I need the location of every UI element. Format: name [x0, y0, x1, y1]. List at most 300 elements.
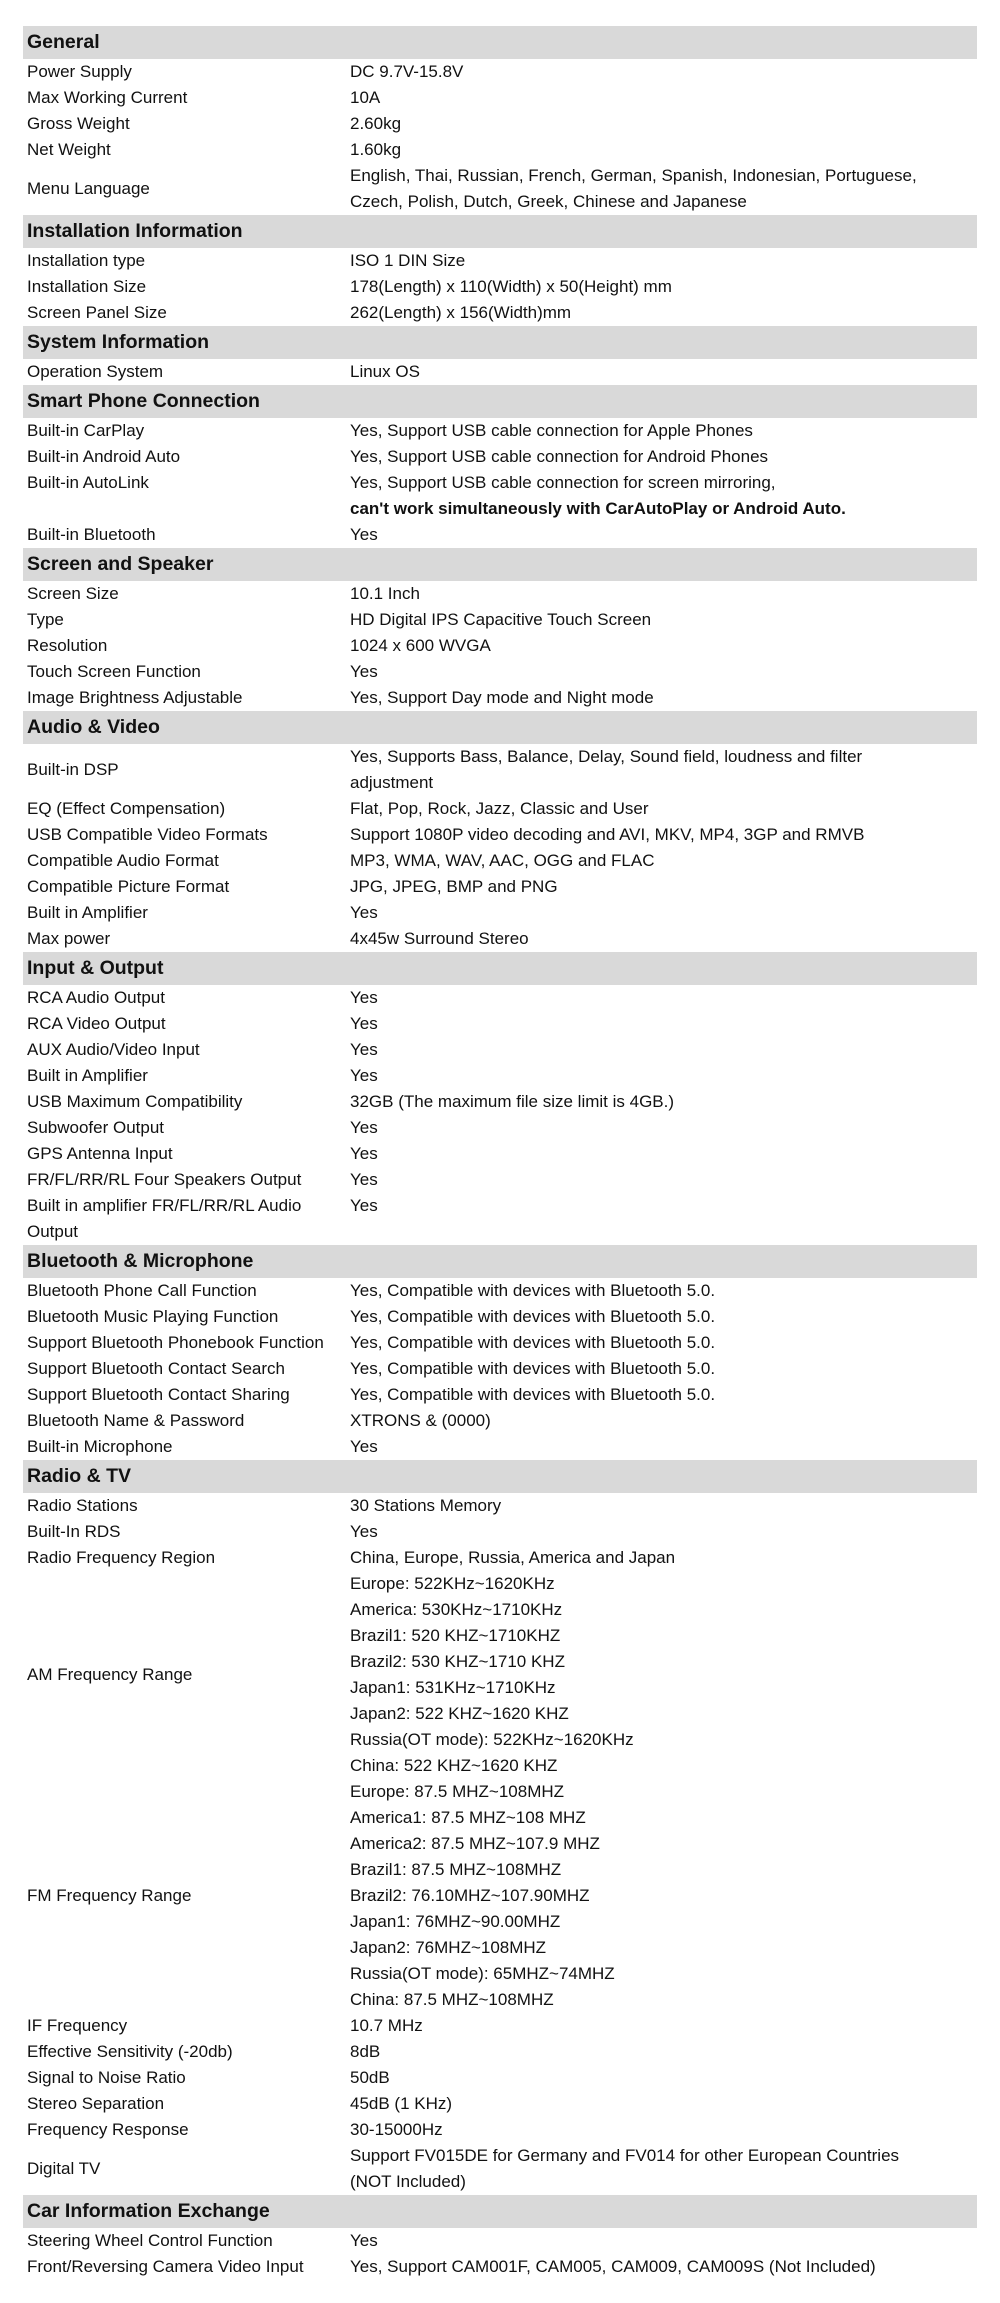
- spec-value: [350, 1011, 977, 1037]
- section-header-installation-information: Installation Information: [23, 215, 977, 248]
- section-header-audio-and-video: Audio & Video: [23, 711, 977, 744]
- spec-value: [350, 470, 977, 522]
- spec-value-line: MP3, WMA, WAV, AAC, OGG and FLAC: [350, 851, 655, 870]
- spec-label-text: Max Working Current: [27, 88, 188, 107]
- spec-row: [23, 1089, 977, 1115]
- spec-label-text: FM Frequency Range: [27, 1886, 192, 1905]
- spec-value-line: Yes: [350, 1196, 378, 1215]
- spec-value-line: 8dB: [350, 2042, 381, 2061]
- spec-row: [23, 248, 977, 274]
- spec-label-text: USB Compatible Video Formats: [27, 825, 268, 844]
- spec-value-line: Yes: [350, 1437, 378, 1456]
- spec-row: [23, 607, 977, 633]
- section-header-bluetooth-and-microphone: Bluetooth & Microphone: [23, 1245, 977, 1278]
- spec-label-text: Menu Language: [27, 179, 150, 198]
- spec-value-line: Czech, Polish, Dutch, Greek, Chinese and Japanese: [350, 192, 747, 211]
- spec-label-text: RCA Video Output: [27, 1014, 166, 1033]
- spec-value: [350, 1330, 977, 1356]
- spec-row: [23, 1278, 977, 1304]
- spec-row: [23, 848, 977, 874]
- spec-row: [23, 2013, 977, 2039]
- spec-row: [23, 444, 977, 470]
- section-header-car-information-exchange: Car Information Exchange: [23, 2195, 977, 2228]
- spec-label: [23, 444, 350, 470]
- spec-row: [23, 1382, 977, 1408]
- spec-label-text: RCA Audio Output: [27, 988, 165, 1007]
- spec-label: [23, 1089, 350, 1115]
- spec-row: [23, 874, 977, 900]
- spec-value-line: Yes: [350, 1522, 378, 1541]
- spec-value: [350, 822, 977, 848]
- spec-label-text: Built-in AutoLink: [27, 473, 149, 492]
- spec-value: [350, 2143, 977, 2195]
- spec-row: [23, 985, 977, 1011]
- spec-label: [23, 685, 350, 711]
- spec-label-text: Touch Screen Function: [27, 662, 201, 681]
- spec-row: [23, 59, 977, 85]
- spec-value: [350, 796, 977, 822]
- spec-label: [23, 1408, 350, 1434]
- spec-label-text: Support Bluetooth Contact Search: [27, 1359, 285, 1378]
- spec-value-line: Support 1080P video decoding and AVI, MKV, MP4, 3GP and RMVB: [350, 825, 865, 844]
- spec-value-line: 10.7 MHz: [350, 2016, 423, 2035]
- spec-label-text: Screen Size: [27, 584, 119, 603]
- spec-row: [23, 633, 977, 659]
- spec-value-line: China: 522 KHZ~1620 KHZ: [350, 1756, 558, 1775]
- spec-label: [23, 2117, 350, 2143]
- spec-row: [23, 1545, 977, 1571]
- spec-value-line: Japan2: 76MHZ~108MHZ: [350, 1938, 547, 1957]
- spec-label: [23, 59, 350, 85]
- spec-row: [23, 1408, 977, 1434]
- spec-label: [23, 2143, 350, 2195]
- spec-label: [23, 1278, 350, 1304]
- spec-value-line: 4x45w Surround Stereo: [350, 929, 529, 948]
- spec-label-text: EQ (Effect Compensation): [27, 799, 226, 818]
- spec-value: [350, 163, 977, 215]
- spec-value-line: Europe: 522KHz~1620KHz: [350, 1574, 555, 1593]
- spec-value-line: 30 Stations Memory: [350, 1496, 502, 1515]
- spec-value: [350, 1193, 977, 1245]
- spec-label-text: IF Frequency: [27, 2016, 128, 2035]
- spec-label-text: Net Weight: [27, 140, 111, 159]
- spec-label: [23, 744, 350, 796]
- spec-value-line: Brazil1: 520 KHZ~1710KHZ: [350, 1626, 561, 1645]
- spec-value: [350, 633, 977, 659]
- spec-value: [350, 2254, 977, 2280]
- spec-value-line: 1.60kg: [350, 140, 402, 159]
- spec-row: [23, 300, 977, 326]
- spec-value-line: Brazil2: 76.10MHZ~107.90MHZ: [350, 1886, 590, 1905]
- spec-value: [350, 1167, 977, 1193]
- spec-row: [23, 522, 977, 548]
- spec-label: [23, 1063, 350, 1089]
- spec-label-text: USB Maximum Compatibility: [27, 1092, 243, 1111]
- spec-row: [23, 1193, 977, 1245]
- spec-value: [350, 85, 977, 111]
- spec-row: [23, 1434, 977, 1460]
- spec-label: [23, 633, 350, 659]
- spec-label: [23, 2039, 350, 2065]
- spec-value-line: 1024 x 600 WVGA: [350, 636, 491, 655]
- spec-value-line: Yes, Compatible with devices with Bluetooth 5.0.: [350, 1359, 716, 1378]
- spec-label-text: Image Brightness Adjustable: [27, 688, 243, 707]
- spec-label: [23, 2091, 350, 2117]
- spec-value: [350, 848, 977, 874]
- spec-label-text: Bluetooth Name & Password: [27, 1411, 245, 1430]
- spec-label: [23, 418, 350, 444]
- spec-value-line: Yes, Support USB cable connection for Android Phones: [350, 447, 769, 466]
- spec-value-line: 32GB (The maximum file size limit is 4GB.): [350, 1092, 675, 1111]
- spec-label-text: Radio Frequency Region: [27, 1548, 216, 1567]
- spec-value-line: Yes: [350, 1170, 378, 1189]
- spec-value-line: Europe: 87.5 MHZ~108MHZ: [350, 1782, 565, 1801]
- spec-label: [23, 274, 350, 300]
- spec-label: [23, 2228, 350, 2254]
- spec-label: [23, 900, 350, 926]
- spec-value-line: Yes: [350, 2231, 378, 2250]
- spec-label: [23, 1571, 350, 1779]
- spec-row: [23, 418, 977, 444]
- spec-label-text: Support Bluetooth Phonebook Function: [27, 1333, 324, 1352]
- spec-value-line: Yes: [350, 525, 378, 544]
- spec-value-line: adjustment: [350, 773, 434, 792]
- spec-label: [23, 796, 350, 822]
- spec-value-line: Yes, Compatible with devices with Bluetooth 5.0.: [350, 1333, 716, 1352]
- section-header-radio-and-tv: Radio & TV: [23, 1460, 977, 1493]
- spec-value: [350, 1304, 977, 1330]
- spec-row: [23, 2254, 977, 2280]
- spec-label-text: FR/FL/RR/RL Four Speakers Output: [27, 1170, 302, 1189]
- spec-label-text: Max power: [27, 929, 111, 948]
- spec-label: [23, 581, 350, 607]
- spec-value-line: Flat, Pop, Rock, Jazz, Classic and User: [350, 799, 649, 818]
- spec-label: [23, 926, 350, 952]
- spec-label: [23, 470, 350, 522]
- spec-value-line: 50dB: [350, 2068, 390, 2087]
- spec-value-line: Yes: [350, 1066, 378, 1085]
- spec-value-line: DC 9.7V-15.8V: [350, 62, 464, 81]
- spec-value: [350, 1115, 977, 1141]
- spec-row: [23, 2117, 977, 2143]
- spec-value-line: Russia(OT mode): 522KHz~1620KHz: [350, 1730, 634, 1749]
- spec-row: [23, 1167, 977, 1193]
- spec-label-text: Gross Weight: [27, 114, 130, 133]
- section-header-smart-phone-connection: Smart Phone Connection: [23, 385, 977, 418]
- spec-value-line: ISO 1 DIN Size: [350, 251, 466, 270]
- spec-label: [23, 1382, 350, 1408]
- spec-row: [23, 1519, 977, 1545]
- spec-label: [23, 1356, 350, 1382]
- spec-row: [23, 1304, 977, 1330]
- spec-value: [350, 2228, 977, 2254]
- spec-label-text: Built in Amplifier: [27, 1066, 148, 1085]
- spec-label-text: Compatible Picture Format: [27, 877, 230, 896]
- section-header-input-and-output: Input & Output: [23, 952, 977, 985]
- spec-value: [350, 300, 977, 326]
- spec-label: [23, 1434, 350, 1460]
- spec-value-line: Yes: [350, 662, 378, 681]
- spec-label: [23, 1167, 350, 1193]
- spec-row: [23, 137, 977, 163]
- spec-row: [23, 1115, 977, 1141]
- spec-value-line: Support FV015DE for Germany and FV014 for other European Countries: [350, 2146, 900, 2165]
- spec-value-line: Yes: [350, 1040, 378, 1059]
- spec-row: [23, 900, 977, 926]
- spec-label: [23, 1011, 350, 1037]
- spec-value-line: Brazil1: 87.5 MHZ~108MHZ: [350, 1860, 562, 1879]
- section-header-general: General: [23, 26, 977, 59]
- spec-row: [23, 1356, 977, 1382]
- spec-value: [350, 1779, 977, 2013]
- spec-label: [23, 1779, 350, 2013]
- spec-value-line: Yes, Support USB cable connection for Apple Phones: [350, 421, 753, 440]
- spec-row: [23, 1330, 977, 1356]
- spec-value-line: English, Thai, Russian, French, German, Spanish, Indonesian, Portuguese,: [350, 166, 917, 185]
- spec-value: [350, 1571, 977, 1779]
- spec-label-text: Compatible Audio Format: [27, 851, 219, 870]
- spec-value: [350, 659, 977, 685]
- spec-row: [23, 796, 977, 822]
- spec-value-line: 45dB (1 KHz): [350, 2094, 453, 2113]
- spec-label: [23, 1037, 350, 1063]
- spec-value: [350, 2117, 977, 2143]
- spec-row: [23, 274, 977, 300]
- spec-row: [23, 85, 977, 111]
- spec-value: [350, 1382, 977, 1408]
- spec-label-text: Effective Sensitivity (-20db): [27, 2042, 233, 2061]
- spec-row: [23, 1011, 977, 1037]
- spec-label: [23, 1519, 350, 1545]
- spec-row: [23, 111, 977, 137]
- spec-value: [350, 607, 977, 633]
- spec-label: [23, 1330, 350, 1356]
- spec-value-line: Yes: [350, 903, 378, 922]
- spec-label-text: Signal to Noise Ratio: [27, 2068, 186, 2087]
- spec-value-line: JPG, JPEG, BMP and PNG: [350, 877, 558, 896]
- spec-value-line: Yes: [350, 1014, 378, 1033]
- spec-row: [23, 1063, 977, 1089]
- spec-value: [350, 1408, 977, 1434]
- spec-value-line: Yes, Compatible with devices with Bluetooth 5.0.: [350, 1281, 716, 1300]
- spec-value: [350, 248, 977, 274]
- spec-value-line: Brazil2: 530 KHZ~1710 KHZ: [350, 1652, 565, 1671]
- spec-value: [350, 1545, 977, 1571]
- spec-value-line: Yes, Compatible with devices with Bluetooth 5.0.: [350, 1307, 716, 1326]
- spec-value-line: Yes, Support CAM001F, CAM005, CAM009, CAM009S (Not Included): [350, 2257, 876, 2276]
- spec-label-text: Bluetooth Music Playing Function: [27, 1307, 279, 1326]
- spec-value-line: America2: 87.5 MHZ~107.9 MHZ: [350, 1834, 600, 1853]
- spec-row: [23, 926, 977, 952]
- spec-label: [23, 522, 350, 548]
- spec-value: [350, 1519, 977, 1545]
- spec-value-line: America1: 87.5 MHZ~108 MHZ: [350, 1808, 586, 1827]
- spec-value: [350, 2013, 977, 2039]
- spec-label-text: Steering Wheel Control Function: [27, 2231, 273, 2250]
- spec-label: [23, 848, 350, 874]
- spec-label: [23, 607, 350, 633]
- spec-row: [23, 1571, 977, 1779]
- spec-label-text: Built-in DSP: [27, 760, 119, 779]
- spec-value: [350, 744, 977, 796]
- spec-value: [350, 2039, 977, 2065]
- spec-value-line: Japan1: 531KHz~1710KHz: [350, 1678, 556, 1697]
- spec-value: [350, 359, 977, 385]
- spec-label-text: Digital TV: [27, 2159, 101, 2178]
- spec-label: [23, 1141, 350, 1167]
- spec-label-text: Support Bluetooth Contact Sharing: [27, 1385, 290, 1404]
- spec-value: [350, 1278, 977, 1304]
- spec-value-line: Yes: [350, 988, 378, 1007]
- spec-value: [350, 522, 977, 548]
- spec-value-line: Japan2: 522 KHZ~1620 KHZ: [350, 1704, 569, 1723]
- spec-value-line: Japan1: 76MHZ~90.00MHZ: [350, 1912, 561, 1931]
- spec-value-line: 2.60kg: [350, 114, 402, 133]
- spec-value-line: Russia(OT mode): 65MHZ~74MHZ: [350, 1964, 615, 1983]
- spec-row: [23, 581, 977, 607]
- spec-value: [350, 1141, 977, 1167]
- spec-label-text: Built-in Microphone: [27, 1437, 173, 1456]
- section-header-screen-and-speaker: Screen and Speaker: [23, 548, 977, 581]
- spec-sheet: [23, 26, 977, 2280]
- spec-value-line: 10.1 Inch: [350, 584, 420, 603]
- spec-label-text: Installation Size: [27, 277, 147, 296]
- spec-label-text: Operation System: [27, 362, 164, 381]
- spec-row: [23, 2065, 977, 2091]
- spec-label-text: AUX Audio/Video Input: [27, 1040, 200, 1059]
- spec-label-text: Resolution: [27, 636, 108, 655]
- spec-value: [350, 926, 977, 952]
- spec-value-line: 262(Length) x 156(Width)mm: [350, 303, 572, 322]
- spec-label-text: Front/Reversing Camera Video Input: [27, 2257, 304, 2276]
- spec-row: [23, 2228, 977, 2254]
- spec-label-text: Bluetooth Phone Call Function: [27, 1281, 257, 1300]
- spec-value: [350, 985, 977, 1011]
- spec-label: [23, 248, 350, 274]
- spec-value-line: 178(Length) x 110(Width) x 50(Height) mm: [350, 277, 672, 296]
- spec-row: [23, 744, 977, 796]
- spec-row: [23, 685, 977, 711]
- spec-value: [350, 900, 977, 926]
- spec-value: [350, 1356, 977, 1382]
- spec-label-text: Type: [27, 610, 64, 629]
- spec-label-text: GPS Antenna Input: [27, 1144, 173, 1163]
- spec-label-text: Frequency Response: [27, 2120, 189, 2139]
- spec-label: [23, 137, 350, 163]
- spec-row: [23, 2039, 977, 2065]
- spec-label: [23, 1115, 350, 1141]
- spec-label-text: AM Frequency Range: [27, 1665, 193, 1684]
- spec-row: [23, 470, 977, 522]
- spec-row: [23, 1493, 977, 1519]
- spec-label-text: Stereo Separation: [27, 2094, 165, 2113]
- spec-label-text: Power Supply: [27, 62, 132, 81]
- spec-label: [23, 111, 350, 137]
- spec-value: [350, 274, 977, 300]
- spec-value-line: Linux OS: [350, 362, 420, 381]
- spec-value: [350, 1063, 977, 1089]
- spec-row: [23, 2143, 977, 2195]
- spec-value-line: can't work simultaneously with CarAutoPlay or Android Auto.: [350, 499, 846, 518]
- spec-value: [350, 1037, 977, 1063]
- spec-value-line: Yes: [350, 1144, 378, 1163]
- spec-value-line: HD Digital IPS Capacitive Touch Screen: [350, 610, 652, 629]
- spec-label: [23, 163, 350, 215]
- spec-row: [23, 1141, 977, 1167]
- spec-label-text: Built-In RDS: [27, 1522, 121, 1541]
- spec-row: [23, 822, 977, 848]
- spec-row: [23, 1779, 977, 2013]
- spec-value-line: (NOT Included): [350, 2172, 466, 2191]
- spec-value: [350, 685, 977, 711]
- spec-label: [23, 822, 350, 848]
- spec-label-text: Radio Stations: [27, 1496, 138, 1515]
- spec-label: [23, 2254, 350, 2280]
- spec-value: [350, 874, 977, 900]
- spec-label: [23, 85, 350, 111]
- spec-label-text: Built-in Bluetooth: [27, 525, 156, 544]
- spec-row: [23, 359, 977, 385]
- spec-value: [350, 444, 977, 470]
- spec-label: [23, 1545, 350, 1571]
- spec-label: [23, 2013, 350, 2039]
- spec-label: [23, 659, 350, 685]
- spec-value: [350, 1089, 977, 1115]
- spec-value: [350, 418, 977, 444]
- spec-row: [23, 2091, 977, 2117]
- spec-label-text: Built-in CarPlay: [27, 421, 145, 440]
- spec-row: [23, 1037, 977, 1063]
- spec-label: [23, 359, 350, 385]
- spec-value-line: 10A: [350, 88, 381, 107]
- spec-value-line: Yes, Compatible with devices with Bluetooth 5.0.: [350, 1385, 716, 1404]
- spec-row: [23, 659, 977, 685]
- spec-value-line: China: 87.5 MHZ~108MHZ: [350, 1990, 554, 2009]
- spec-label: [23, 1304, 350, 1330]
- spec-value: [350, 1493, 977, 1519]
- spec-value: [350, 111, 977, 137]
- section-header-system-information: System Information: [23, 326, 977, 359]
- spec-value: [350, 59, 977, 85]
- spec-label-text: Subwoofer Output: [27, 1118, 165, 1137]
- spec-label-text: Installation type: [27, 251, 146, 270]
- spec-value-line: America: 530KHz~1710KHz: [350, 1600, 563, 1619]
- spec-value-line: 30-15000Hz: [350, 2120, 443, 2139]
- spec-value: [350, 1434, 977, 1460]
- spec-value-line: Yes, Support USB cable connection for screen mirroring,: [350, 473, 776, 492]
- spec-value-line: Yes, Supports Bass, Balance, Delay, Sound field, loudness and filter: [350, 747, 863, 766]
- spec-label-text: Built in Amplifier: [27, 903, 148, 922]
- spec-label: [23, 1193, 350, 1245]
- spec-value-line: Yes, Support Day mode and Night mode: [350, 688, 654, 707]
- spec-label-text: Built in amplifier FR/FL/RR/RL Audio Output: [27, 1196, 302, 1241]
- spec-label-text: Built-in Android Auto: [27, 447, 181, 466]
- spec-row: [23, 163, 977, 215]
- spec-value: [350, 2091, 977, 2117]
- spec-label: [23, 300, 350, 326]
- spec-value-line: Yes: [350, 1118, 378, 1137]
- spec-value-line: China, Europe, Russia, America and Japan: [350, 1548, 676, 1567]
- spec-value: [350, 2065, 977, 2091]
- spec-label: [23, 2065, 350, 2091]
- spec-label-text: Screen Panel Size: [27, 303, 167, 322]
- spec-value-line: XTRONS & (0000): [350, 1411, 491, 1430]
- spec-label: [23, 985, 350, 1011]
- spec-label: [23, 1493, 350, 1519]
- spec-value: [350, 581, 977, 607]
- spec-label: [23, 874, 350, 900]
- spec-value: [350, 137, 977, 163]
